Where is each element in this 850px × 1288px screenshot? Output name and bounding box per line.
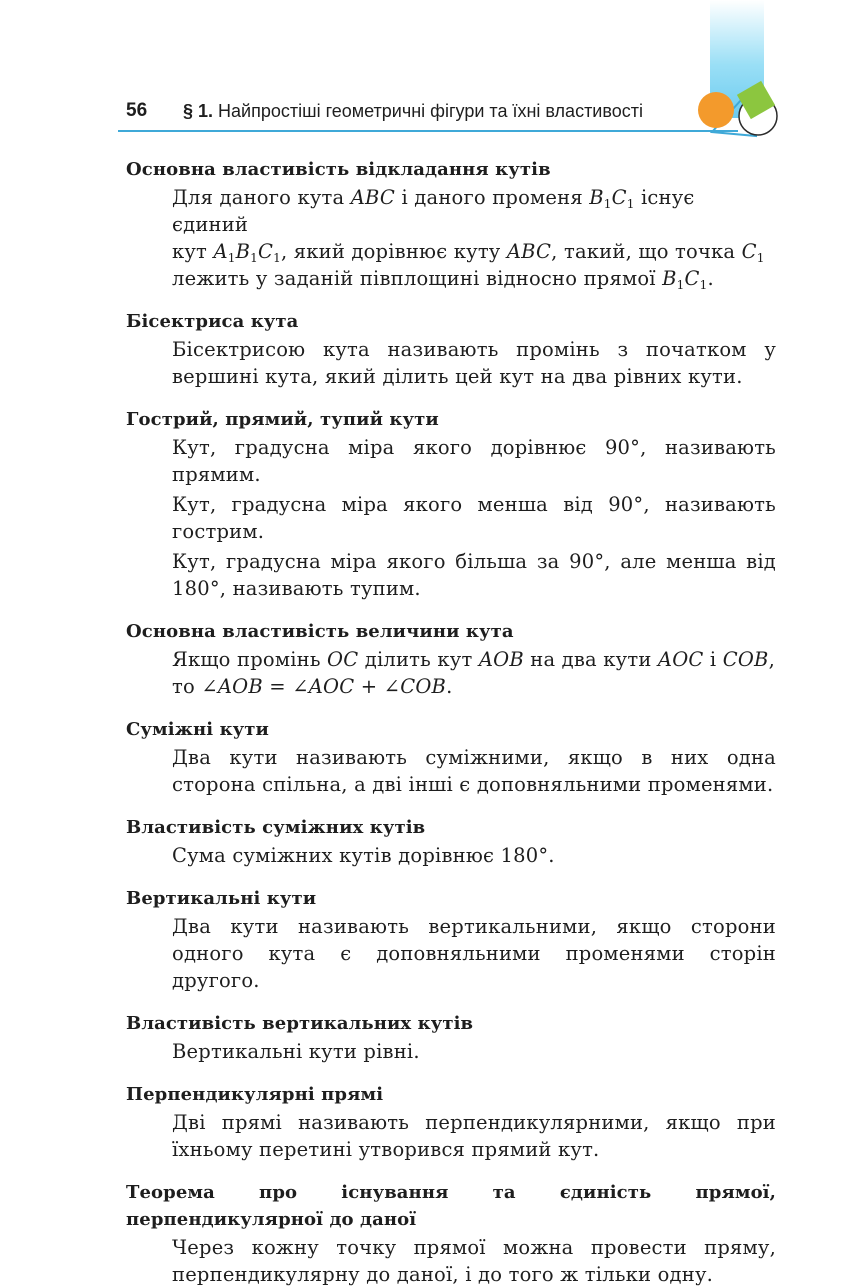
section-angle-construction bbox=[126, 150, 776, 292]
section-heading: Гострий, прямий, тупий кути bbox=[126, 409, 439, 430]
section-heading: Теорема про існування та єдиність прямої, перпендикулярної до даної bbox=[126, 1182, 776, 1230]
section-text bbox=[172, 646, 776, 700]
page-header bbox=[0, 0, 850, 150]
section-adjacent-angles bbox=[126, 714, 776, 798]
running-title bbox=[183, 101, 643, 122]
section-text-obtuse: Кут, градусна міра якого більша за 90°, але менша від 180°, називають тупим. bbox=[172, 550, 776, 600]
section-perpendicular-lines bbox=[126, 1079, 776, 1163]
section-heading: Бісектриса кута bbox=[126, 311, 299, 332]
section-text: Дві прямі називають перпендикулярними, якщо при їхньому перетині утворився прямий кут. bbox=[172, 1111, 776, 1161]
section-heading: Основна властивість відкладання кутів bbox=[126, 159, 551, 180]
section-text-right: Кут, градусна міра якого дорівнює 90°, називають прямим. bbox=[172, 436, 776, 486]
section-text: Через кожну точку прямої можна провести пряму, перпендикулярну до даної, і до того ж тільки одну. bbox=[172, 1236, 776, 1286]
orange-circle-shape bbox=[698, 92, 734, 128]
section-adjacent-property bbox=[126, 812, 776, 869]
section-heading: Властивість суміжних кутів bbox=[126, 817, 426, 838]
section-text: Два кути називають вертикальними, якщо сторони одного кута є доповняльними променями сторін другого. bbox=[172, 915, 776, 992]
header-rule bbox=[118, 130, 738, 132]
page-number: 56 bbox=[126, 100, 148, 121]
section-heading: Основна властивість величини кута bbox=[126, 621, 514, 642]
section-bisector bbox=[126, 306, 776, 390]
section-heading: Перпендикулярні прямі bbox=[126, 1084, 384, 1105]
section-text-acute: Кут, градусна міра якого менша від 90°, називають гострим. bbox=[172, 493, 776, 543]
section-text: Два кути називають суміжними, якщо в них одна сторона спільна, а дві інші є доповняльними променями. bbox=[172, 746, 776, 796]
text-line: то ∠AOB = ∠AOC + ∠COB. bbox=[172, 675, 453, 698]
header-decoration bbox=[690, 0, 800, 150]
text-line: лежить у заданій півплощині відносно прямої $B_1C_1$. bbox=[172, 267, 714, 292]
page-content bbox=[126, 150, 776, 1288]
section-text bbox=[172, 184, 776, 292]
text-line: Якщо промінь OC ділить кут AOB на два кути AOC і COB, bbox=[172, 648, 775, 671]
section-angle-types bbox=[126, 404, 776, 602]
section-title: Найпростіші геометричні фігури та їхні властивості bbox=[218, 101, 643, 121]
section-vertical-angles bbox=[126, 883, 776, 994]
section-vertical-property bbox=[126, 1008, 776, 1065]
section-heading: Вертикальні кути bbox=[126, 888, 317, 909]
section-heading: Суміжні кути bbox=[126, 719, 270, 740]
text-line: кут $A_1B_1C_1$, який дорівнює куту ABC, такий, що точка $C_1$ bbox=[172, 240, 765, 265]
text-line: Для даного кута ABC і даного променя $B_1C_1$ існує єдиний bbox=[172, 186, 695, 236]
section-text: Вертикальні кути рівні. bbox=[172, 1040, 420, 1063]
section-text: Бісектрисою кута називають промінь з початком у вершині кута, який ділить цей кут на два рівних кути. bbox=[172, 338, 776, 388]
section-perpendicular-theorem bbox=[126, 1177, 776, 1288]
section-text: Сума суміжних кутів дорівнює 180°. bbox=[172, 844, 555, 867]
section-mark: § 1. bbox=[183, 101, 214, 121]
section-angle-measure bbox=[126, 616, 776, 700]
section-heading: Властивість вертикальних кутів bbox=[126, 1013, 474, 1034]
